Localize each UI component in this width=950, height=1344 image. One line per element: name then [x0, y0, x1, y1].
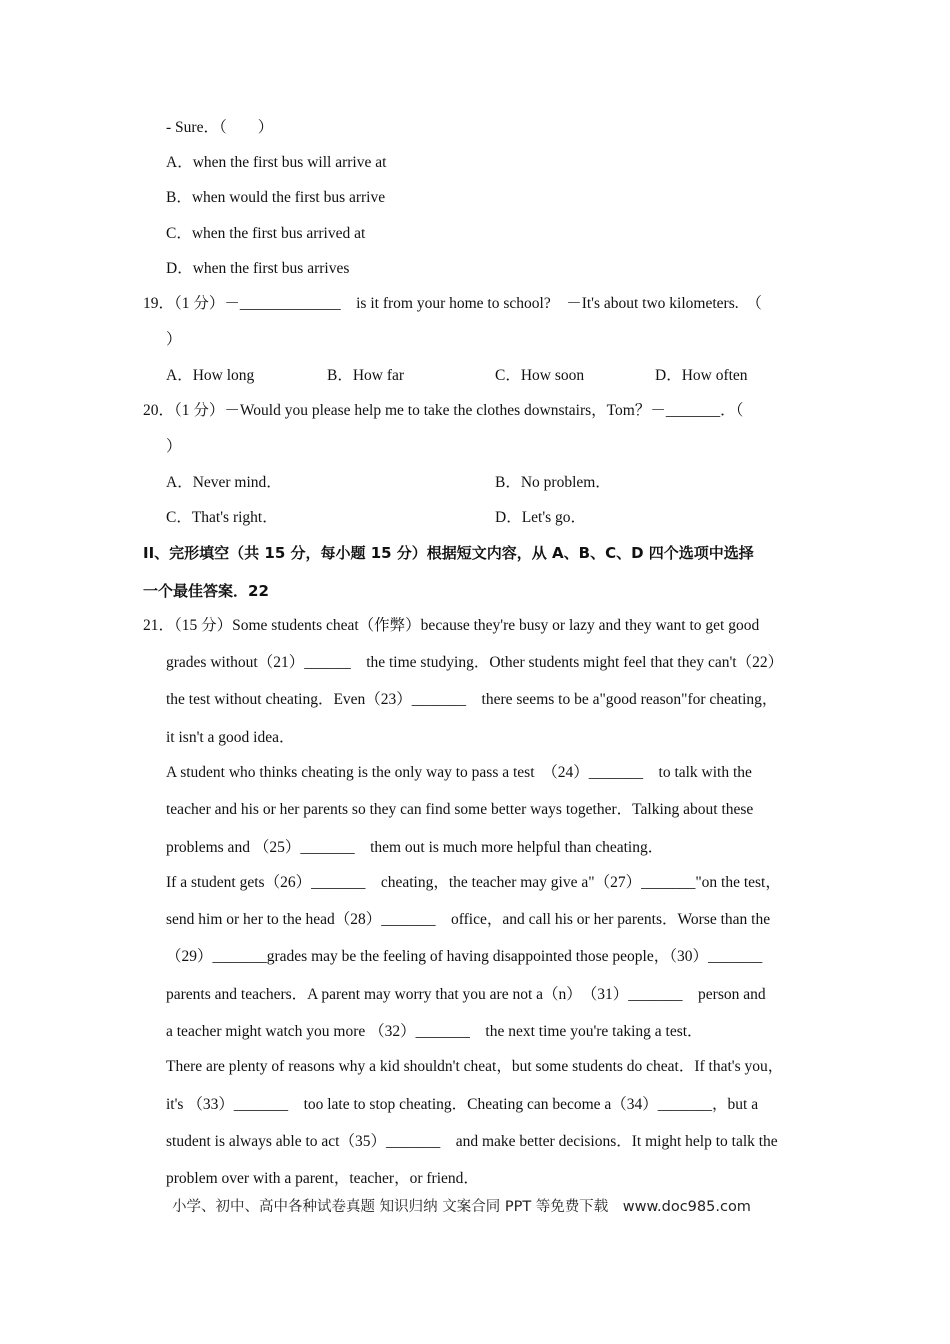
q21-line: it's （33）_______ too late to stop cheating．Cheating can become a（34）_______，but a [166, 1096, 759, 1113]
q21-line: problem over with a parent，teacher，or friend． [166, 1170, 479, 1187]
q20-option-a: A．Never mind． [166, 474, 282, 491]
q21-line: problems and （25）_______ them out is much more helpful than cheating． [166, 839, 664, 856]
q18-option-d: D．when the first bus arrives [166, 260, 350, 277]
q19-option-c: C．How soon [495, 367, 585, 384]
q19-option-a: A．How long [166, 367, 255, 384]
q21-line: a teacher might watch you more （32）_______ the next time you're taking a test． [166, 1023, 703, 1040]
q19-option-b: B．How far [327, 367, 405, 384]
q21-line: （29）_______grades may be the feeling of having disappointed those people，（30）_______ [166, 948, 763, 965]
page-footer: 小学、初中、高中各种试卷真题 知识归纳 文案合同 PPT 等免费下载 www.doc985.com [172, 1199, 751, 1215]
q21-line: the test without cheating．Even（23）_______ there seems to be a"good reason"for cheating， [166, 691, 778, 708]
q20-question: 20．（1 分）－Would you please help me to take the clothes downstairs，Tom？－_______．（ [143, 402, 744, 419]
q18-option-c: C．when the first bus arrived at [166, 225, 366, 242]
q21-line: teacher and his or her parents so they can find some better ways together．Talking about these [166, 801, 754, 818]
q18-prompt-tail: - Sure．（ ） [166, 119, 274, 136]
q21-line: A student who thinks cheating is the only way to pass a test （24）_______ to talk with the [166, 764, 752, 781]
q21-line: There are plenty of reasons why a kid shouldn't cheat，but some students do cheat．If that's you， [166, 1058, 784, 1075]
q20-paren-close: ） [166, 438, 182, 455]
q20-option-b: B．No problem． [495, 474, 611, 491]
q20-option-d: D．Let's go． [495, 509, 587, 526]
q19-question: 19．（1 分）－_____________ is it from your home to school? －It's about two kilometers. （ [143, 295, 762, 312]
section-2-heading-cont: 一个最佳答案．22 [143, 582, 269, 600]
q19-option-d: D．How often [655, 367, 748, 384]
q18-option-b: B．when would the first bus arrive [166, 189, 386, 206]
q18-option-a: A．when the first bus will arrive at [166, 154, 387, 171]
q21-line: If a student gets（26）_______ cheating，the teacher may give a"（27）_______"on the test， [166, 874, 781, 891]
q20-option-c: C．That's right． [166, 509, 278, 526]
section-2-heading: II、完形填空（共 15 分，每小题 15 分）根据短文内容，从 A、B、C、D 四个选项中选择 [143, 544, 754, 562]
q21-line: parents and teachers．A parent may worry that you are not a（n） （31）_______ person and [166, 986, 766, 1003]
q19-paren-close: ） [166, 331, 182, 348]
q21-line: 21．（15 分）Some students cheat（作弊）because they're busy or lazy and they want to get good [143, 617, 760, 634]
q21-line: it isn't a good idea． [166, 729, 295, 746]
q21-line: send him or her to the head（28）_______ office，and call his or her parents．Worse than the [166, 911, 771, 928]
q21-line: student is always able to act（35）_______ and make better decisions．It might help to talk the [166, 1133, 778, 1150]
q21-line: grades without（21）______ the time studying．Other students might feel that they can't（22） [166, 654, 784, 671]
